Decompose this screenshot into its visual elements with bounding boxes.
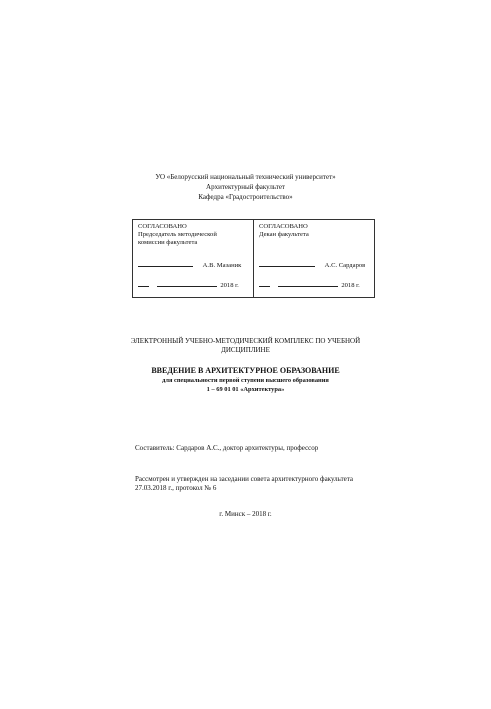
month-line xyxy=(278,280,338,287)
approval-left-title: СОГЛАСОВАНО xyxy=(138,223,187,230)
discipline-title: ВВЕДЕНИЕ В АРХИТЕКТУРНОЕ ОБРАЗОВАНИЕ xyxy=(151,366,340,375)
approval-left-name: А.В. Мазаник xyxy=(202,262,242,269)
approval-right-name: А.С. Сардаров xyxy=(324,262,366,269)
month-line xyxy=(157,280,217,287)
approval-left-role-2: комиссии факультета xyxy=(138,239,198,246)
approval-right-title: СОГЛАСОВАНО xyxy=(259,223,308,230)
approval-right-signature xyxy=(259,260,365,270)
approval-left-role-1: Председатель методической xyxy=(138,231,217,238)
day-line xyxy=(259,280,270,287)
approval-table xyxy=(132,219,375,298)
approval-left-year: 2018 г. xyxy=(220,282,239,289)
approval-right-date xyxy=(259,280,360,290)
place-year: г. Минск – 2018 г. xyxy=(219,510,272,518)
signature-line xyxy=(138,260,193,267)
signature-line xyxy=(259,260,315,267)
approval-right-role-1: Декан факультета xyxy=(259,231,309,238)
review-line-1: Рассмотрен и утвержден на заседании совета архитектурного факультета xyxy=(135,475,354,483)
author-line: Составитель: Сардаров А.С., доктор архитектуры, профессор xyxy=(135,444,319,452)
day-line xyxy=(138,280,149,287)
approval-right-year: 2018 г. xyxy=(341,282,360,289)
approval-right xyxy=(259,223,309,239)
specialty-line: для специальности первой ступени высшего образования xyxy=(162,377,329,384)
department-name: Кафедра «Градостроительство» xyxy=(198,193,293,201)
approval-left-date xyxy=(138,280,239,290)
complex-line-2: ДИСЦИПЛИНЕ xyxy=(221,346,270,354)
approval-left xyxy=(138,223,217,247)
faculty-name: Архитектурный факультет xyxy=(206,183,285,191)
specialty-code: 1 – 69 01 01 «Архитектура» xyxy=(206,386,285,393)
review-line-2: 27.03.2018 г., протокол № 6 xyxy=(135,484,217,492)
university-name: УО «Белорусский национальный технический университет» xyxy=(155,173,336,181)
approval-left-signature xyxy=(138,260,241,270)
approval-divider xyxy=(253,220,254,297)
complex-line-1: ЭЛЕКТРОННЫЙ УЧЕБНО-МЕТОДИЧЕСКИЙ КОМПЛЕКС ПО УЧЕБНОЙ xyxy=(130,337,361,345)
